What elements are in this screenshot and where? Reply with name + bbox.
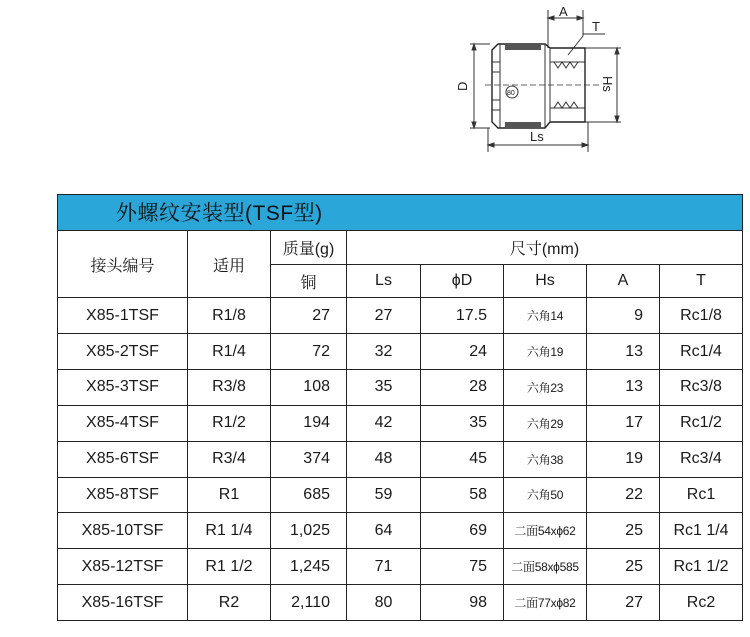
hs-cell: 二面54xϕ62 xyxy=(504,513,587,549)
part-no-cell: X85-2TSF xyxy=(58,334,188,370)
part-no-cell: X85-16TSF xyxy=(58,585,188,621)
mass-cell: 374 xyxy=(271,441,347,477)
part-no-cell: X85-10TSF xyxy=(58,513,188,549)
phi-d-cell: 98 xyxy=(421,585,504,621)
a-cell: 22 xyxy=(587,477,660,513)
hs-cell: 六角19 xyxy=(504,334,587,370)
applicable-cell: R3/4 xyxy=(188,441,271,477)
label-ls: Ls xyxy=(530,129,544,144)
t-cell: Rc1 1/2 xyxy=(660,549,743,585)
a-cell: 17 xyxy=(587,405,660,441)
label-a: A xyxy=(559,4,568,19)
header-ls: Ls xyxy=(347,264,421,298)
mass-cell: 1,025 xyxy=(271,513,347,549)
ls-cell: 35 xyxy=(347,370,421,406)
table-row xyxy=(58,370,743,406)
table-row xyxy=(58,513,743,549)
hs-cell: 六角14 xyxy=(504,298,587,334)
hs-cell: 二面58xϕ585 xyxy=(504,549,587,585)
mass-cell: 685 xyxy=(271,477,347,513)
table-row xyxy=(58,334,743,370)
table-row xyxy=(58,549,743,585)
phi-d-cell: 45 xyxy=(421,441,504,477)
spec-table xyxy=(57,194,743,621)
part-no-cell: X85-4TSF xyxy=(58,405,188,441)
phi-d-cell: 58 xyxy=(421,477,504,513)
t-cell: Rc2 xyxy=(660,585,743,621)
header-hs: Hs xyxy=(504,264,587,298)
t-cell: Rc1 xyxy=(660,477,743,513)
table-row xyxy=(58,441,743,477)
t-cell: Rc1/4 xyxy=(660,334,743,370)
hs-cell: 二面77xϕ82 xyxy=(504,585,587,621)
header-applicable: 适用 xyxy=(188,230,271,298)
header-dimensions: 尺寸(mm) xyxy=(347,230,743,264)
applicable-cell: R1 1/2 xyxy=(188,549,271,585)
table-row xyxy=(58,405,743,441)
phi-d-cell: 75 xyxy=(421,549,504,585)
phi-d-cell: 35 xyxy=(421,405,504,441)
a-cell: 13 xyxy=(587,370,660,406)
phi-d-cell: 24 xyxy=(421,334,504,370)
ls-cell: 32 xyxy=(347,334,421,370)
hs-cell: 六角50 xyxy=(504,477,587,513)
ls-cell: 42 xyxy=(347,405,421,441)
ls-cell: 80 xyxy=(347,585,421,621)
mass-cell: 1,245 xyxy=(271,549,347,585)
a-cell: 9 xyxy=(587,298,660,334)
phi-d-cell: 69 xyxy=(421,513,504,549)
t-cell: Rc3/4 xyxy=(660,441,743,477)
applicable-cell: R1 1/4 xyxy=(188,513,271,549)
t-cell: Rc3/8 xyxy=(660,370,743,406)
table-row xyxy=(58,477,743,513)
a-cell: 13 xyxy=(587,334,660,370)
t-cell: Rc1 1/4 xyxy=(660,513,743,549)
a-cell: 25 xyxy=(587,549,660,585)
table-title: 外螺纹安装型(TSF型) xyxy=(58,195,743,231)
header-a: A xyxy=(587,264,660,298)
header-part-no: 接头编号 xyxy=(58,230,188,298)
applicable-cell: R1 xyxy=(188,477,271,513)
hs-cell: 六角23 xyxy=(504,370,587,406)
label-80: 80 xyxy=(507,90,515,97)
mass-cell: 72 xyxy=(271,334,347,370)
ls-cell: 64 xyxy=(347,513,421,549)
part-no-cell: X85-6TSF xyxy=(58,441,188,477)
t-cell: Rc1/8 xyxy=(660,298,743,334)
hs-cell: 六角38 xyxy=(504,441,587,477)
a-cell: 27 xyxy=(587,585,660,621)
fitting-dimension-drawing xyxy=(450,0,630,160)
header-phi-d: ϕD xyxy=(421,264,504,298)
applicable-cell: R1/4 xyxy=(188,334,271,370)
a-cell: 19 xyxy=(587,441,660,477)
header-t: T xyxy=(660,264,743,298)
applicable-cell: R2 xyxy=(188,585,271,621)
mass-cell: 194 xyxy=(271,405,347,441)
applicable-cell: R1/2 xyxy=(188,405,271,441)
ls-cell: 59 xyxy=(347,477,421,513)
part-no-cell: X85-1TSF xyxy=(58,298,188,334)
phi-d-cell: 17.5 xyxy=(421,298,504,334)
applicable-cell: R3/8 xyxy=(188,370,271,406)
mass-cell: 27 xyxy=(271,298,347,334)
header-copper: 铜 xyxy=(271,264,347,298)
part-no-cell: X85-12TSF xyxy=(58,549,188,585)
ls-cell: 48 xyxy=(347,441,421,477)
header-mass: 质量(g) xyxy=(271,230,347,264)
label-hs: Hs xyxy=(600,76,615,92)
phi-d-cell: 28 xyxy=(421,370,504,406)
table-row xyxy=(58,585,743,621)
mass-cell: 2,110 xyxy=(271,585,347,621)
mass-cell: 108 xyxy=(271,370,347,406)
t-cell: Rc1/2 xyxy=(660,405,743,441)
applicable-cell: R1/8 xyxy=(188,298,271,334)
table-row xyxy=(58,298,743,334)
label-d: D xyxy=(455,81,470,91)
ls-cell: 27 xyxy=(347,298,421,334)
label-t: T xyxy=(592,19,600,34)
ls-cell: 71 xyxy=(347,549,421,585)
a-cell: 25 xyxy=(587,513,660,549)
part-no-cell: X85-8TSF xyxy=(58,477,188,513)
hs-cell: 六角29 xyxy=(504,405,587,441)
part-no-cell: X85-3TSF xyxy=(58,370,188,406)
